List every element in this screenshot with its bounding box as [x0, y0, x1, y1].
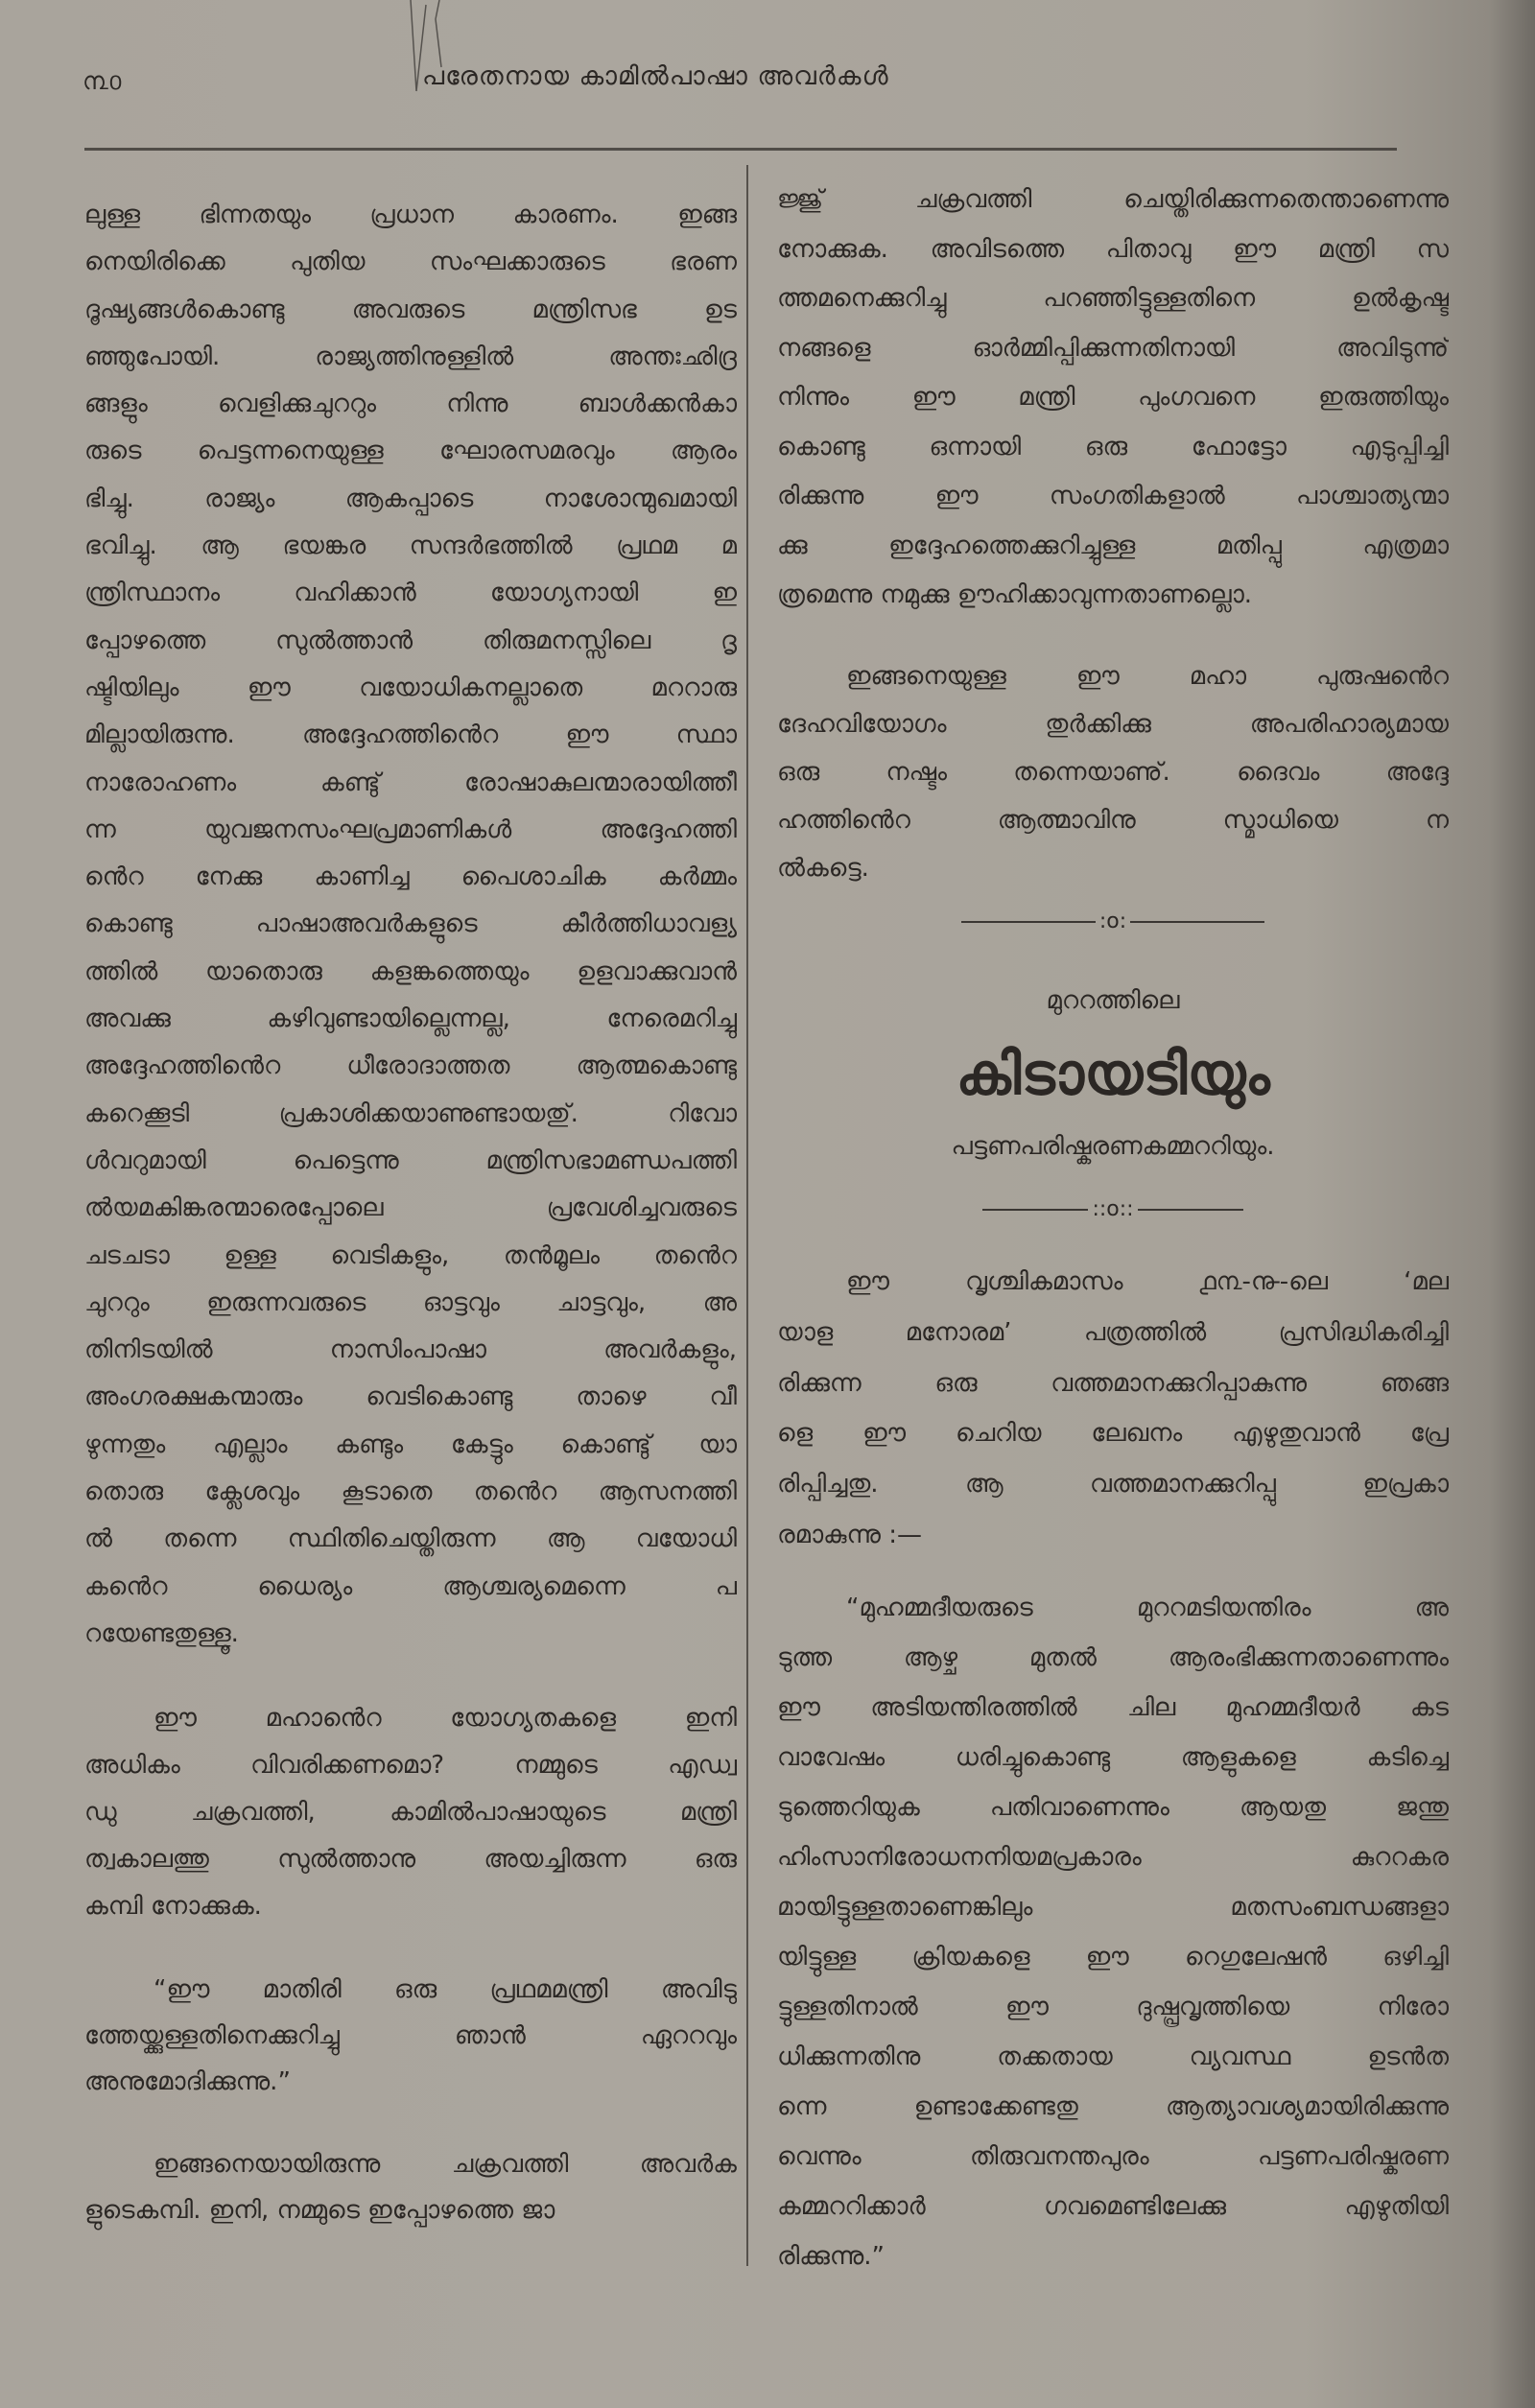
text-line: യിട്ടുള്ള ക്രിയകളെ ഈ റെഗുലേഷൻ ഒഴിച്ചി — [777, 1943, 1449, 1971]
text-line: തിനിടയിൽ നാസിംപാഷാ അവർകളും, — [84, 1335, 737, 1365]
text-line: ധിക്കുന്നതിനു തക്കതായ വ്യവസ്ഥ ഉടൻത — [777, 2042, 1449, 2071]
text-line: ളെ ഈ ചെറിയ ലേഖനം എഴുതുവാൻ പ്രേ — [777, 1419, 1449, 1449]
text-line: കമ്മററിക്കാർ ഗവമെണ്ടിലേക്കു എഴുതിയി — [777, 2192, 1449, 2221]
text-line: ഒരു നഷ്ടം തന്നെയാണു്. ദൈവം അദ്ദേ — [777, 758, 1449, 787]
text-line: ഈ അടിയന്തിരത്തിൽ ചില മുഹമ്മദീയർ കട — [777, 1693, 1449, 1722]
text-line: യാള മനോരമ’ പത്രത്തിൽ പ്രസിദ്ധികരിച്ചി — [777, 1317, 1449, 1347]
text-line: വാവേഷം ധരിച്ചുകൊണ്ടു ആളുകളെ കടിച്ചെ — [777, 1743, 1449, 1772]
text-line: ഇങ്ങനെയുള്ള ഈ മഹാ പുരുഷൻെറ — [846, 662, 1449, 691]
text-line: രിപ്പിച്ചതു. ആ വത്തമാനക്കുറിപ്പു ഇപ്രകാ — [777, 1470, 1449, 1499]
text-line: രമാകുന്നു :— — [777, 1520, 922, 1549]
text-line: കറെക്കൂടി പ്രകാശിക്കയാണുണ്ടായതു്. റിവോ — [84, 1098, 737, 1128]
text-line: കൻെറ ധൈര്യം ആശ്ചര്യമെന്നെ പ — [84, 1571, 737, 1601]
section-separator — [777, 909, 1449, 933]
text-line: ളുടെകമ്പി. ഇനി, നമ്മുടെ ഇപ്പോഴത്തെ ജാ — [84, 2196, 555, 2225]
text-line: ടുത്തെറിയുക പതിവാണെന്നും ആയതു ജന്തു — [777, 1793, 1449, 1822]
text-line: ത്തേയ്ക്കുള്ളതിനെക്കുറിച്ചു ഞാൻ ഏററവും — [84, 2021, 737, 2050]
text-line: ഹത്തിൻെറ ആത്മാവിനു സ്മാധിയെ ന — [777, 806, 1449, 835]
text-line: ന്ത്രിസ്ഥാനം വഹിക്കാൻ യോഗ്യനായി ഇ — [84, 578, 737, 608]
separator-text: ::o:: — [1092, 1197, 1134, 1221]
text-line: കൊണ്ടു പാഷാഅവർകളുടെ കീർത്തിധാവള്യ — [84, 909, 737, 939]
text-line: ത്രമെന്നു നമുക്കു ഊഹിക്കാവുന്നതാണല്ലൊ. — [777, 580, 1253, 609]
text-line: പ്പോഴത്തെ സുൽത്താൻ തിരുമനസ്സിലെ ദൃ — [84, 626, 737, 655]
text-line: ഇങ്ങനെയായിരുന്നു ചക്രവത്തി അവർക — [154, 2150, 737, 2179]
text-line: ഭവിച്ചു. ആ ഭയങ്കര സന്ദർഭത്തിൽ പ്രഥമ മ — [84, 531, 737, 561]
text-line: ന്ന യുവജനസംഘപ്രമാണികൾ അദ്ദേഹത്തി — [84, 814, 737, 844]
section-separator — [777, 1197, 1449, 1221]
text-line: അദ്ദേഹത്തിൻെറ ധീരോദാത്തത ആത്മകൊണ്ടു — [84, 1051, 737, 1081]
text-line: ത്തമനെക്കുറിച്ചു പറഞ്ഞിട്ടുള്ളതിനെ ഉൽകൃഷ്ട — [777, 284, 1449, 313]
text-line: ഹിംസാനിരോധനനിയമപ്രകാരം കുററകര — [777, 1843, 1449, 1872]
text-line: ഞ്ഞുപോയി. രാജ്യത്തിനുള്ളിൽ അന്തഃഛിദ്ര — [84, 342, 737, 371]
text-line: “ഈ മാതിരി ഒരു പ്രഥമമന്ത്രി അവിടു — [154, 1975, 737, 2004]
header-rule — [84, 148, 1397, 151]
text-line: ങ്ങളും വെളിക്കുചുററും നിന്നു ബാൾക്കൻകാ — [84, 390, 737, 419]
text-line: ദൂഷ്യങ്ങൾകൊണ്ടു അവരുടെ മന്ത്രിസഭ ഉട — [84, 295, 737, 324]
text-line: അവക്കു കഴിവുണ്ടായില്ലെന്നല്ല, നേരെമറിച്ചു — [84, 1004, 737, 1034]
text-line: ൻെറ നേക്കു കാണിച്ച പൈശാചിക കർമ്മം — [84, 862, 737, 892]
article-title: കിടായടിയും — [956, 1041, 1270, 1108]
text-line: “മുഹമ്മദീയരുടെ മുററമടിയന്തിരം അ — [846, 1594, 1449, 1622]
text-line: കമ്പി നോക്കുക. — [84, 1892, 262, 1921]
text-line: രിക്കുന്നു ഈ സംഗതികളാൽ പാശ്ചാത്യന്മാ — [777, 482, 1449, 510]
text-line: ൾവറുമായി പെട്ടെന്നു മന്ത്രിസഭാമണ്ഡപത്തി — [84, 1145, 737, 1175]
left-quote — [84, 1967, 737, 2105]
text-line: ത്തിൽ യാതൊരു കളങ്കത്തെയും ഉളവാക്കുവാൻ — [84, 956, 737, 986]
text-line: ചുററും ഇരുന്നവരുടെ ഓട്ടവും ചാട്ടവും, അ — [84, 1287, 737, 1317]
text-line: ൽകട്ടെ. — [777, 854, 869, 883]
text-line: നങ്ങളെ ഓർമ്മിപ്പിക്കുന്നതിനായി അവിടുന്നു് — [777, 333, 1449, 363]
text-line: ദേഹവിയോഗം തുർക്കിക്കു അപരിഹാര്യമായ — [777, 710, 1449, 739]
page-number: ൩൦ — [83, 67, 122, 96]
column-divider — [746, 165, 748, 2266]
left-paragraph — [84, 192, 737, 1658]
text-line: ഈ മഹാൻെറ യോഗ്യതകളെ ഇനി — [154, 1704, 737, 1733]
text-line: ലുള്ള ഭിന്നതയും പ്രധാന കാരണം. ഇങ്ങ — [84, 201, 737, 229]
text-line: ൽ തന്നെ സ്ഥിതിചെയ്തിരുന്ന ആ വയോധി — [84, 1524, 737, 1554]
text-line: നാരോഹണം കണ്ടു് രോഷാകുലന്മാരായിത്തീ — [84, 767, 737, 797]
right-paragraph — [777, 176, 1449, 621]
text-line: മായിട്ടുള്ളതാണെങ്കിലും മതസംബന്ധങ്ങളാ — [777, 1893, 1449, 1922]
text-line: ട്ടുള്ളതിനാൽ ഈ ദുഷ്പ്രവൃത്തിയെ നിരോ — [777, 1993, 1449, 2021]
text-line: റയേണ്ടതുള്ളൂ. — [84, 1618, 239, 1648]
text-line: മില്ലായിരുന്നു. അദ്ദേഹത്തിൻെറ ഈ സ്ഥാ — [84, 720, 737, 750]
text-line: ജ്ജു് ചക്രവത്തി ചെയ്തിരിക്കുന്നതെന്താണെന്നു — [777, 185, 1449, 214]
text-line: അംഗരക്ഷകന്മാരും വെടികൊണ്ടു താഴെ വീ — [84, 1382, 737, 1412]
text-line: ന്നെ ഉണ്ടാക്കേണ്ടതു ആത്യാവശ്യമായിരിക്കുന്നു — [777, 2092, 1449, 2121]
text-line: നെയിരിക്കെ പുതിയ സംഘക്കാരുടെ ഭരണ — [84, 248, 737, 277]
text-line: ത്വകാലത്തു സുൽത്താനു അയച്ചിരുന്ന ഒരു — [84, 1845, 737, 1874]
text-line: ഡു ചക്രവത്തി, കാമിൽപാഷായുടെ മന്ത്രി — [84, 1798, 737, 1827]
article-quote — [777, 1583, 1449, 2281]
text-line: ഈ വൃശ്ചികമാസം ൧൩-൹-ലെ ‘മല — [846, 1267, 1449, 1296]
text-line: ൽയമകിങ്കരന്മാരെപ്പോലെ പ്രവേശിച്ചവരുടെ — [84, 1193, 737, 1223]
text-line: രിക്കുന്ന ഒരു വത്തമാനക്കുറിപ്പാകുന്നു ഞങ്ങ — [777, 1368, 1449, 1398]
text-line: ടുത്ത ആഴ്ച മുതൽ ആരംഭിക്കുന്നതാണെന്നും — [777, 1643, 1449, 1672]
text-line: രിക്കുന്നു.” — [777, 2242, 886, 2271]
text-line: അനുമോദിക്കുന്നു.” — [84, 2067, 291, 2096]
text-line: അധികം വിവരിക്കണമൊ? നമ്മുടെ എഡ്വ — [84, 1751, 737, 1780]
right-paragraph — [777, 652, 1449, 892]
article-kicker: മുററത്തിലെ — [1046, 986, 1180, 1015]
left-paragraph — [84, 1695, 737, 1930]
text-line: വെന്നും തിരുവനന്തപുരം പട്ടണപരിഷ്കരണ — [777, 2142, 1449, 2171]
text-line: ഭിച്ചു. രാജ്യം ആകപ്പാടെ നാശോന്മുഖമായി — [84, 484, 737, 513]
article-subtitle: പട്ടണപരിഷ്കരണകമ്മററിയും. — [951, 1132, 1275, 1161]
text-line: കൊണ്ടു ഒന്നായി ഒരു ഫോട്ടോ എടുപ്പിച്ചി — [777, 432, 1449, 461]
text-line: ഷ്ടിയിലും ഈ വയോധികനല്ലാതെ മററാരു — [84, 673, 737, 702]
text-line: നിന്നും ഈ മന്ത്രി പുംഗവനെ ഇരുത്തിയും — [777, 383, 1449, 412]
separator-text: :o: — [1098, 909, 1127, 933]
running-title: പരേതനായ കാമിൽപാഷാ അവർകൾ — [422, 61, 889, 91]
left-paragraph — [84, 2141, 737, 2233]
text-line: രുടെ പെട്ടന്നനെയുള്ള ഘോരസമരവും ആരം — [84, 437, 737, 466]
article-paragraph — [777, 1257, 1449, 1561]
text-line: നോക്കുക. അവിടത്തെ പിതാവു ഈ മന്ത്രി സ — [777, 234, 1449, 264]
text-line: ഴുന്നതും എല്ലാം കണ്ടും കേട്ടും കൊണ്ടു് യാ — [84, 1429, 737, 1459]
text-line: തൊരു ക്ലേശവും കൂടാതെ തൻെറ ആസനത്തി — [84, 1477, 737, 1507]
text-line: ക്കു ഇദ്ദേഹത്തെക്കുറിച്ചുള്ള മതിപ്പു എത്രമാ — [777, 531, 1449, 560]
text-line: ചടചടാ ഉള്ള വെടികളും, തൻമൂലം തൻെറ — [84, 1240, 737, 1270]
